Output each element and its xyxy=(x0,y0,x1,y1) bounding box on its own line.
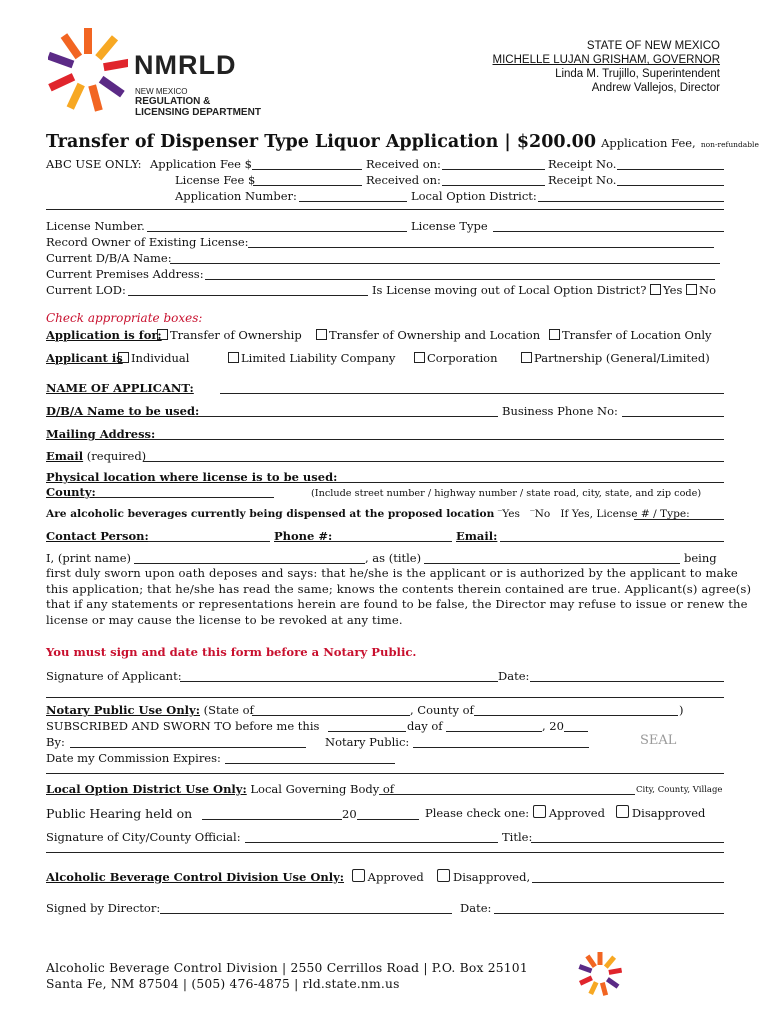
county-of-label: , County of xyxy=(410,703,474,717)
subscribed-label: SUBSCRIBED AND SWORN TO before me this xyxy=(46,719,320,733)
app-fee-label: Application Fee $ xyxy=(150,157,252,171)
local-option-district-field[interactable] xyxy=(538,201,724,202)
applicant-is-label: Applicant is xyxy=(46,351,123,365)
abcd-approved-label: Approved xyxy=(367,870,424,884)
state-of-label: (State of xyxy=(203,703,254,717)
corporation-label: Corporation xyxy=(427,351,498,365)
receipt-no-label-2: Receipt No. xyxy=(548,173,617,187)
transfer-location-checkbox[interactable] xyxy=(549,329,560,340)
if-yes-label: If Yes, License # / Type: xyxy=(560,508,690,520)
opt-transfer-ownership[interactable] xyxy=(157,328,302,342)
current-lod-field[interactable] xyxy=(128,295,368,296)
llc-label: Limited Liability Company xyxy=(241,351,396,365)
signed-by-director-field[interactable] xyxy=(160,913,452,914)
physical-location-label: Physical location where license is to be used: xyxy=(46,470,338,484)
please-check-row xyxy=(425,805,705,820)
name-of-applicant-field[interactable] xyxy=(220,393,724,394)
local-approved-checkbox[interactable] xyxy=(533,805,546,818)
abcd-divider xyxy=(46,852,724,853)
title-field[interactable] xyxy=(424,563,680,564)
header-state: STATE OF NEW MEXICO xyxy=(586,40,720,52)
receipt-no-field-2[interactable] xyxy=(617,185,724,186)
by-field[interactable] xyxy=(70,747,306,748)
abcd-disapproved-field[interactable] xyxy=(532,882,724,883)
business-phone-label: Business Phone No: xyxy=(502,404,618,418)
individual-checkbox[interactable] xyxy=(118,352,129,363)
email-required: (required) xyxy=(86,449,147,463)
dba-field[interactable] xyxy=(189,416,498,417)
license-type-field[interactable] xyxy=(493,231,724,232)
current-lod-label: Current LOD: xyxy=(46,283,126,297)
oath-line-4: that if any statements or representations herein are found to be false, the Director may refuse to issue or renew the xyxy=(46,597,748,611)
license-type-label: License Type xyxy=(411,219,488,233)
current-dba-field[interactable] xyxy=(170,263,720,264)
commission-field[interactable] xyxy=(225,763,395,764)
local-approved-label: Approved xyxy=(548,806,605,820)
receipt-no-field[interactable] xyxy=(617,169,724,170)
local-option-label: Local Option District Use Only: xyxy=(46,782,247,796)
record-owner-label: Record Owner of Existing License: xyxy=(46,235,249,249)
state-of-field[interactable] xyxy=(252,715,410,716)
notary-instruction: You must sign and date this form before a Notary Public. xyxy=(46,645,417,659)
oath-line-2: first duly sworn upon oath deposes and says: that he/she is the applicant or is authorized by the applicant to make xyxy=(46,566,738,580)
abcd-label: Alcoholic Beverage Control Division Use Only: xyxy=(46,870,345,884)
transfer-ownership-label: Transfer of Ownership xyxy=(170,328,302,342)
header-superintendent: Linda M. Trujillo, Superintendent xyxy=(555,68,720,80)
if-yes-field[interactable] xyxy=(634,519,724,520)
hearing-year-field[interactable] xyxy=(357,819,419,820)
physical-location-field[interactable] xyxy=(308,482,724,483)
phone-label: Phone #: xyxy=(274,529,333,543)
llc-checkbox[interactable] xyxy=(228,352,239,363)
moving-yes-label: Yes xyxy=(663,283,683,297)
signature-official-field[interactable] xyxy=(245,842,498,843)
day-field[interactable] xyxy=(328,731,406,732)
local-option-row-1 xyxy=(46,782,394,796)
email2-label: Email: xyxy=(456,529,498,543)
director-date-field[interactable] xyxy=(494,913,724,914)
oath-line-5: license or may cause the license to be revoked at any time. xyxy=(46,613,403,627)
public-hearing-field[interactable] xyxy=(202,819,342,820)
public-hearing-label: Public Hearing held on xyxy=(46,806,193,821)
moving-no-checkbox[interactable] xyxy=(686,284,697,295)
county-field[interactable] xyxy=(94,497,274,498)
footer-line-1: Alcoholic Beverage Control Division | 2550 Cerrillos Road | P.O. Box 25101 xyxy=(46,961,528,975)
abc-use-label: ABC USE ONLY: xyxy=(46,157,142,171)
header-director: Andrew Vallejos, Director xyxy=(591,82,720,94)
name-of-applicant-label: NAME OF APPLICANT: xyxy=(46,381,194,395)
mailing-address-field[interactable] xyxy=(148,439,724,440)
alcohol-question: Are alcoholic beverages currently being dispensed at the proposed location xyxy=(46,508,495,520)
notary-label: Notary Public Use Only: xyxy=(46,703,200,717)
moving-no-label: No xyxy=(699,283,717,297)
abcd-disapproved-checkbox[interactable] xyxy=(437,869,450,882)
signature-date-field[interactable] xyxy=(530,681,724,682)
year-label: , 20 xyxy=(542,719,564,733)
received-on-label: Received on: xyxy=(366,157,441,171)
county-of-field[interactable] xyxy=(474,715,678,716)
moving-yes-checkbox[interactable] xyxy=(650,284,661,295)
as-title-label: , as (title) xyxy=(365,551,422,565)
application-number-field[interactable] xyxy=(299,201,407,202)
received-on-field-2[interactable] xyxy=(442,185,545,186)
day-of-label: day of xyxy=(407,719,443,733)
license-number-field[interactable] xyxy=(147,231,407,232)
notary-row-1 xyxy=(46,703,254,717)
address-hint: (Include street number / highway number / state road, city, state, and zip code) xyxy=(311,488,702,499)
signature-official-label: Signature of City/County Official: xyxy=(46,830,241,844)
county-label: County: xyxy=(46,485,96,499)
partnership-label: Partnership (General/Limited) xyxy=(534,351,710,365)
being-label: being xyxy=(684,551,717,565)
alcohol-yes-checkbox[interactable]: ‾ xyxy=(497,510,503,520)
opt-transfer-ownership-location[interactable] xyxy=(316,328,540,342)
logo-line1: NEW MEXICO xyxy=(135,87,188,96)
governing-body-field[interactable] xyxy=(379,794,635,795)
contact-person-field[interactable] xyxy=(148,541,270,542)
starburst-logo-icon xyxy=(48,24,128,116)
alcohol-question-row xyxy=(46,508,690,520)
notary-divider xyxy=(46,697,724,698)
seal-label: SEAL xyxy=(640,733,677,748)
governing-body-label: Local Governing Body of xyxy=(250,782,395,796)
app-fee-field[interactable] xyxy=(252,169,362,170)
transfer-ownership-checkbox[interactable] xyxy=(157,329,168,340)
license-fee-label: License Fee $ xyxy=(175,173,256,187)
phone-field[interactable] xyxy=(330,541,452,542)
email-label: Email xyxy=(46,449,84,463)
notary-public-label: Notary Public: xyxy=(325,735,410,749)
transfer-location-label: Transfer of Location Only xyxy=(562,328,712,342)
alcohol-yes-label: Yes xyxy=(502,508,520,520)
opt-individual[interactable] xyxy=(118,351,189,365)
fee-label: Application Fee, xyxy=(601,136,696,150)
current-dba-label: Current D/B/A Name: xyxy=(46,251,172,265)
print-name-field[interactable] xyxy=(134,563,365,564)
opt-transfer-location[interactable] xyxy=(549,328,712,342)
section-divider xyxy=(46,209,724,210)
opt-llc[interactable] xyxy=(228,351,395,365)
alcohol-no-checkbox[interactable]: ‾ xyxy=(530,510,535,520)
signature-applicant-label: Signature of Applicant: xyxy=(46,669,182,683)
local-disapproved-checkbox[interactable] xyxy=(616,805,629,818)
footer-starburst-icon xyxy=(578,951,622,997)
nmrld-logo xyxy=(48,24,288,124)
official-title-field[interactable] xyxy=(531,842,724,843)
dba-label: D/B/A Name to be used: xyxy=(46,404,200,418)
application-is-for-label: Application is for: xyxy=(46,328,162,342)
opt-corporation[interactable] xyxy=(414,351,498,365)
contact-person-label: Contact Person: xyxy=(46,529,149,543)
receipt-no-label: Receipt No. xyxy=(548,157,617,171)
received-on-label-2: Received on: xyxy=(366,173,441,187)
license-fee-field[interactable] xyxy=(253,185,362,186)
logo-line3: LICENSING DEPARTMENT xyxy=(135,107,261,118)
twenty-label: 20 xyxy=(342,807,357,821)
email-field[interactable] xyxy=(143,461,724,462)
non-refundable-note: non-refundable xyxy=(700,140,759,149)
logo-initials: NMRLD xyxy=(134,50,237,80)
license-number-label: License Number. xyxy=(46,219,145,233)
close-paren: ) xyxy=(679,703,684,717)
moving-question-row xyxy=(372,283,716,297)
business-phone-field[interactable] xyxy=(622,416,724,417)
current-premises-label: Current Premises Address: xyxy=(46,267,204,281)
record-owner-field[interactable] xyxy=(248,247,714,248)
moving-question: Is License moving out of Local Option District? xyxy=(372,283,647,297)
individual-label: Individual xyxy=(131,351,190,365)
abcd-approved-checkbox[interactable] xyxy=(352,869,365,882)
oath-line-3: this application; that he/she has read the same; knows the contents therein contained are true. Applicant(s) agree(s) xyxy=(46,582,752,596)
by-label: By: xyxy=(46,735,65,749)
email2-field[interactable] xyxy=(500,541,724,542)
year-field[interactable] xyxy=(564,731,588,732)
abcd-row xyxy=(46,869,424,884)
signed-by-director-label: Signed by Director: xyxy=(46,901,161,915)
signature-applicant-field[interactable] xyxy=(180,681,498,682)
print-name-label: I, (print name) xyxy=(46,551,132,565)
city-county-village-note: City, County, Village xyxy=(636,785,723,795)
current-premises-field[interactable] xyxy=(205,279,715,280)
abcd-disapproved-label: Disapproved, xyxy=(453,870,531,884)
please-check-label: Please check one: xyxy=(425,806,530,820)
opt-partnership[interactable] xyxy=(521,351,710,365)
commission-label: Date my Commission Expires: xyxy=(46,751,221,765)
partnership-checkbox[interactable] xyxy=(521,352,532,363)
alcohol-no-label: No xyxy=(534,508,551,520)
director-date-label: Date: xyxy=(460,901,492,915)
mailing-address-label: Mailing Address: xyxy=(46,427,156,441)
local-option-district-label: Local Option District: xyxy=(411,189,537,203)
transfer-ownership-location-label: Transfer of Ownership and Location xyxy=(329,328,541,342)
footer-line-2: Santa Fe, NM 87504 | (505) 476-4875 | rld.state.nm.us xyxy=(46,977,400,991)
abcd-disapproved-row xyxy=(437,869,530,884)
official-title-label: Title: xyxy=(502,830,533,844)
logo-line2: REGULATION & xyxy=(135,96,211,107)
corporation-checkbox[interactable] xyxy=(414,352,425,363)
page-title-row xyxy=(46,132,759,152)
transfer-ownership-location-checkbox[interactable] xyxy=(316,329,327,340)
notary-public-field[interactable] xyxy=(413,747,589,748)
page-title: Transfer of Dispenser Type Liquor Application | $200.00 xyxy=(46,132,597,152)
local-option-divider xyxy=(46,773,724,774)
received-on-field[interactable] xyxy=(442,169,545,170)
email-row-label xyxy=(46,449,146,463)
check-boxes-instruction: Check appropriate boxes: xyxy=(46,311,203,325)
application-number-label: Application Number: xyxy=(175,189,297,203)
signature-date-label: Date: xyxy=(498,669,530,683)
month-field[interactable] xyxy=(446,731,542,732)
local-disapproved-label: Disapproved xyxy=(631,806,706,820)
header-governor: MICHELLE LUJAN GRISHAM, GOVERNOR xyxy=(492,54,720,66)
